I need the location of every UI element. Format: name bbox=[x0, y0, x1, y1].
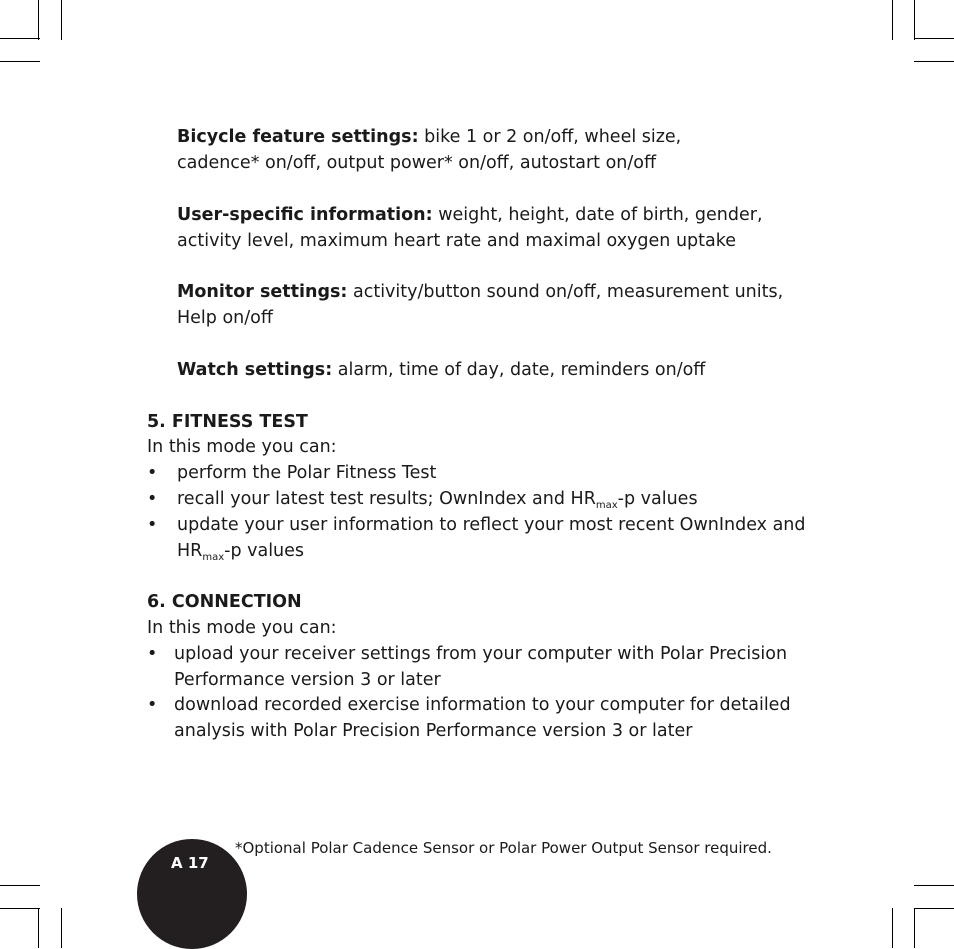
fitness-bullet-3: • bbox=[147, 515, 158, 535]
user-info-line1 bbox=[177, 204, 763, 226]
watch-settings-text: alarm, time of day, date, reminders on/off bbox=[332, 360, 706, 380]
crop-mark-top-right-horizontal-outer bbox=[914, 61, 954, 62]
footnote: *Optional Polar Cadence Sensor or Polar Power Output Sensor required. bbox=[235, 839, 772, 857]
crop-mark-top-left-horizontal-outer bbox=[0, 61, 40, 62]
crop-mark-top-left-vertical-outer bbox=[61, 0, 62, 40]
crop-mark-bottom-left-vertical-outer bbox=[61, 908, 62, 948]
crop-mark-top-left-vertical bbox=[38, 0, 39, 40]
crop-mark-top-right-vertical-outer bbox=[892, 0, 893, 40]
connection-item-2-line2: analysis with Polar Precision Performance version 3 or later bbox=[174, 721, 693, 741]
fitness-bullet-2: • bbox=[147, 489, 158, 509]
crop-mark-bottom-right-horizontal bbox=[914, 908, 954, 909]
bicycle-settings-text: bike 1 or 2 on/off, wheel size, bbox=[418, 127, 682, 147]
fitness-bullet-1: • bbox=[147, 463, 158, 483]
crop-mark-bottom-left-vertical bbox=[38, 908, 39, 948]
fitness-item-2-suffix: -p values bbox=[617, 489, 698, 509]
fitness-test-intro: In this mode you can: bbox=[147, 437, 337, 457]
connection-item-1-line1: upload your receiver settings from your computer with Polar Precision bbox=[174, 644, 788, 664]
connection-item-1-line2: Performance version 3 or later bbox=[174, 670, 441, 690]
user-info-line2: activity level, maximum heart rate and maximal oxygen uptake bbox=[177, 231, 737, 251]
fitness-item-3-sub: max bbox=[202, 552, 225, 563]
crop-mark-bottom-right-vertical bbox=[914, 908, 915, 948]
connection-heading: 6. CONNECTION bbox=[147, 592, 302, 612]
fitness-item-2 bbox=[177, 488, 698, 510]
bicycle-settings-label: Bicycle feature settings: bbox=[177, 127, 419, 147]
watch-settings-label: Watch settings: bbox=[177, 360, 333, 380]
fitness-item-3-suffix: -p values bbox=[224, 541, 305, 561]
user-info-label: User-specific information: bbox=[177, 205, 433, 225]
crop-mark-top-right-vertical bbox=[914, 0, 915, 40]
fitness-item-3-line2 bbox=[177, 540, 304, 562]
fitness-test-heading: 5. FITNESS TEST bbox=[147, 412, 308, 432]
monitor-settings-label: Monitor settings: bbox=[177, 282, 348, 302]
connection-intro: In this mode you can: bbox=[147, 618, 337, 638]
bicycle-settings-line1 bbox=[177, 126, 681, 148]
page-number: A 17 bbox=[171, 854, 209, 872]
monitor-settings-line1 bbox=[177, 281, 783, 303]
watch-settings-line1 bbox=[177, 359, 705, 381]
monitor-settings-text: activity/button sound on/off, measurement units, bbox=[347, 282, 784, 302]
crop-mark-top-right-horizontal bbox=[914, 38, 954, 39]
fitness-item-2-text: recall your latest test results; OwnIndex and HR bbox=[177, 489, 596, 509]
connection-bullet-2: • bbox=[147, 695, 158, 715]
fitness-item-3-line1: update your user information to reflect your most recent OwnIndex and bbox=[177, 515, 806, 535]
crop-mark-bottom-left-horizontal bbox=[0, 908, 40, 909]
fitness-item-3-text: HR bbox=[177, 541, 203, 561]
connection-item-2-line1: download recorded exercise information to your computer for detailed bbox=[174, 695, 791, 715]
fitness-item-1: perform the Polar Fitness Test bbox=[177, 463, 437, 483]
bicycle-settings-line2: cadence* on/off, output power* on/off, autostart on/off bbox=[177, 153, 657, 173]
user-info-text: weight, height, date of birth, gender, bbox=[432, 205, 763, 225]
fitness-item-2-sub: max bbox=[595, 500, 618, 511]
crop-mark-bottom-right-horizontal-outer bbox=[914, 885, 954, 886]
connection-bullet-1: • bbox=[147, 644, 158, 664]
crop-mark-top-left-horizontal bbox=[0, 38, 40, 39]
monitor-settings-line2: Help on/off bbox=[177, 308, 273, 328]
crop-mark-bottom-right-vertical-outer bbox=[892, 908, 893, 948]
crop-mark-bottom-left-horizontal-outer bbox=[0, 885, 40, 886]
